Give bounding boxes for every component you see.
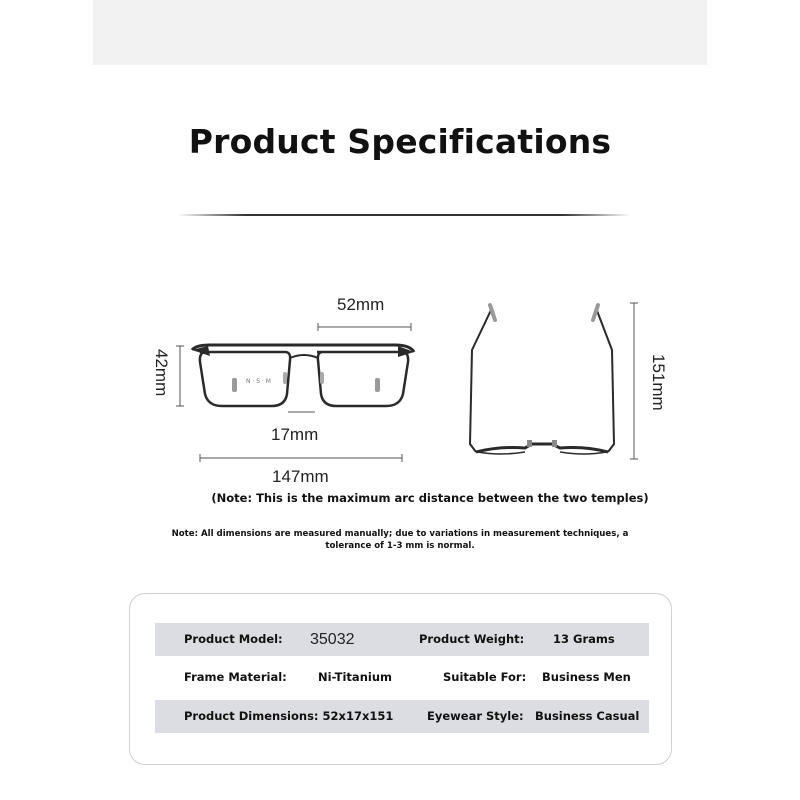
temple-length-label: 151mm bbox=[649, 354, 668, 411]
spec-value-frame-material: Ni-Titanium bbox=[318, 670, 392, 684]
spec-value-suitable-for: Business Men bbox=[542, 670, 631, 684]
page-title: Product Specifications bbox=[188, 122, 612, 161]
spec-row-material bbox=[155, 661, 649, 694]
spec-row-model bbox=[155, 623, 649, 656]
spec-label-suitable-for: Suitable For: bbox=[443, 670, 527, 684]
spec-value-product-weight: 13 Grams bbox=[553, 632, 615, 646]
spec-label-product-model: Product Model: bbox=[184, 632, 283, 646]
spec-value-eyewear-style: Business Casual bbox=[535, 709, 640, 723]
lens-width-label: 52mm bbox=[337, 295, 385, 314]
spec-value-product-model: 35032 bbox=[310, 631, 355, 648]
lens-height-label: 42mm bbox=[152, 349, 171, 397]
svg-text:N · S · M: N · S · M bbox=[246, 378, 271, 385]
spec-label-frame-material: Frame Material: bbox=[184, 670, 287, 684]
spec-label-product-weight: Product Weight: bbox=[419, 632, 525, 646]
spec-row-dimensions bbox=[155, 700, 649, 733]
bridge-width-label: 17mm bbox=[271, 425, 319, 444]
measurement-tolerance-note: Note: All dimensions are measured manually; due to variations in measurement techniques, a tolerance of 1-3 mm is normal. bbox=[171, 529, 629, 551]
spec-label-product-dimensions: Product Dimensions: 52x17x151 bbox=[184, 709, 394, 723]
frame-width-label: 147mm bbox=[272, 467, 329, 486]
spec-label-eyewear-style: Eyewear Style: bbox=[427, 709, 524, 723]
arc-distance-note: (Note: This is the maximum arc distance between the two temples) bbox=[211, 491, 649, 505]
